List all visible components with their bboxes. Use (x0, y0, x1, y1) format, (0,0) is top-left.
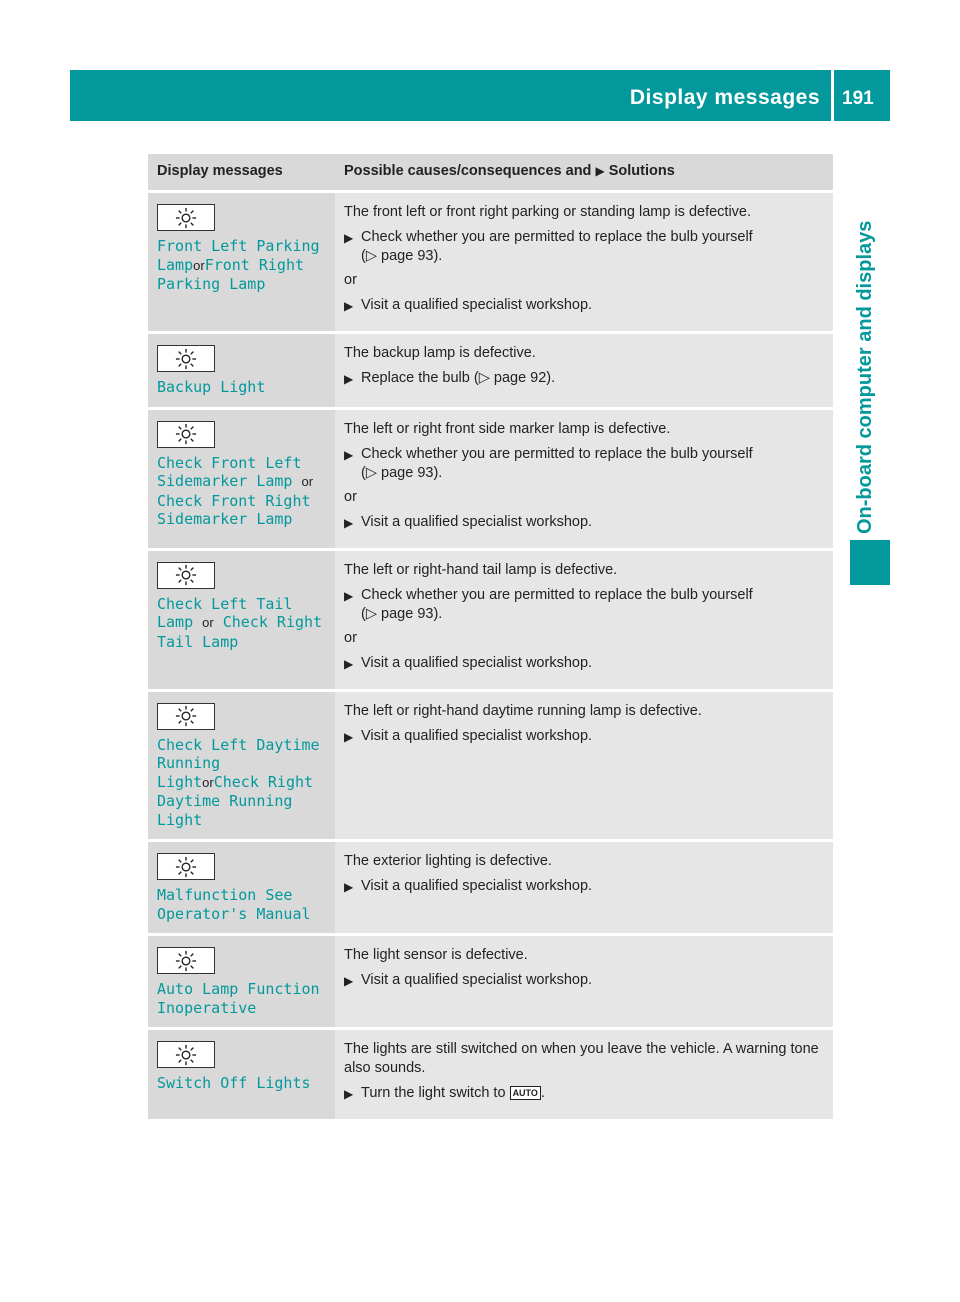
page-ref-icon: ▷ (365, 464, 377, 481)
section-marker (850, 540, 890, 585)
solution-cell (335, 690, 833, 841)
table-row (148, 841, 833, 935)
message-text: Check Left Daytime Running Light (157, 735, 320, 791)
message-cell (148, 690, 335, 841)
message-text: Check Front Right Sidemarker Lamp (157, 491, 311, 528)
table-row (148, 408, 833, 549)
lamp-icon (157, 703, 215, 730)
message-text: Backup Light (157, 378, 266, 396)
solution-step: ▶ Check whether you are permitted to replace the bulb yourself (▷ page 93). (344, 445, 753, 481)
col-causes-solutions (335, 154, 833, 192)
message-cell (148, 841, 335, 935)
message-text: Malfunction See Operator's Manual (157, 886, 311, 923)
message-text: Check Left Tail Lamp (157, 594, 293, 631)
cause-text: The left or right front side marker lamp is defective. (344, 420, 671, 437)
or-text: or (344, 272, 357, 288)
solution-step: ▶ Check whether you are permitted to replace the bulb yourself (▷ page 93). (344, 229, 753, 264)
message-text: Check Right Tail Lamp (157, 613, 323, 651)
step-arrow-icon: ▶ (344, 588, 354, 603)
page-ref-text: page 92). (493, 370, 556, 386)
table-row (148, 935, 833, 1029)
message-text: Front Right Parking Lamp (157, 255, 305, 293)
header-divider (831, 70, 834, 121)
page-header (70, 70, 890, 121)
step-arrow-icon: ▶ (344, 974, 354, 988)
solution-step (344, 727, 825, 747)
section-tab (841, 134, 890, 534)
auto-switch-icon: AUTO (510, 1086, 541, 1100)
col2-header-prefix: Possible causes/consequences and (344, 163, 592, 179)
step-text: Visit a qualified specialist workshop. (361, 878, 593, 894)
solution-step (344, 296, 825, 316)
solution-cell (335, 333, 833, 409)
play-arrow-icon: ▶ (595, 164, 605, 178)
or-text: or (193, 257, 205, 273)
step-text: Check whether you are permitted to replace the bulb yourself (361, 445, 753, 462)
message-text: Check Right Daytime Running Light (157, 772, 314, 829)
or-text: or (344, 629, 357, 646)
message-cell (148, 333, 335, 409)
table-header-row (148, 154, 833, 192)
step-text: Check whether you are permitted to replace the bulb yourself (361, 229, 753, 245)
page-ref-icon: ▷ (365, 248, 377, 264)
table-row (148, 1029, 833, 1120)
cause-text: The exterior lighting is defective. (344, 853, 552, 869)
cause-text: The light sensor is defective. (344, 947, 528, 963)
message-text: Switch Off Lights (157, 1074, 311, 1092)
cause-text: The left or right-hand tail lamp is defective. (344, 561, 618, 578)
step-arrow-icon: ▶ (344, 1087, 354, 1101)
solution-step (344, 513, 825, 533)
or-text: or (202, 774, 214, 790)
page-ref-text: page 93). (381, 464, 443, 481)
solution-step (344, 654, 825, 674)
page-ref-icon: ▷ (478, 370, 490, 386)
table-row (148, 549, 833, 690)
message-text: Check Front Left Sidemarker Lamp (157, 453, 302, 490)
cause-text: The left or right-hand daytime running lamp is defective. (344, 702, 702, 719)
step-text: Replace the bulb ( (361, 370, 479, 386)
col2-header-suffix: Solutions (608, 163, 675, 179)
step-text: Turn the light switch to (361, 1085, 506, 1101)
solution-cell (335, 549, 833, 690)
lamp-icon (157, 1041, 215, 1068)
solution-step (344, 369, 825, 389)
or-text: or (344, 488, 357, 505)
display-messages-table (148, 154, 833, 1119)
table-row (148, 333, 833, 409)
message-cell (148, 1029, 335, 1120)
step-arrow-icon: ▶ (344, 729, 354, 744)
message-text: Front Left Parking Lamp (157, 237, 320, 274)
step-arrow-icon: ▶ (344, 656, 354, 671)
step-text: Visit a qualified specialist workshop. (361, 972, 593, 988)
solution-cell (335, 841, 833, 935)
step-arrow-icon: ▶ (344, 880, 354, 894)
step-text: Visit a qualified specialist workshop. (361, 654, 593, 671)
cause-text: The front left or front right parking or standing lamp is defective. (344, 204, 752, 220)
step-text: Visit a qualified specialist workshop. (361, 513, 593, 530)
page-ref-text: page 93). (381, 605, 443, 622)
col-display-messages: Display messages (148, 154, 335, 192)
solution-cell (335, 408, 833, 549)
cause-text: The backup lamp is defective. (344, 345, 536, 361)
solution-step: ▶ Turn the light switch to AUTO . (344, 1084, 825, 1104)
step-text: Visit a qualified specialist workshop. (361, 727, 593, 744)
step-arrow-icon: ▶ (344, 299, 354, 313)
step-arrow-icon: ▶ (344, 231, 354, 245)
lamp-icon (157, 204, 215, 231)
lamp-icon (157, 421, 215, 448)
lamp-icon (157, 853, 215, 880)
page-title: Display messages (629, 86, 820, 109)
or-text: or (301, 474, 314, 489)
page-number: 191 (842, 88, 874, 109)
message-text: Auto Lamp Function Inoperative (157, 980, 320, 1017)
table-row (148, 690, 833, 841)
cause-text: The lights are still switched on when you leave the vehicle. A warning tone also sounds. (344, 1041, 819, 1076)
solution-cell (335, 1029, 833, 1120)
lamp-icon (157, 947, 215, 974)
message-cell (148, 192, 335, 333)
step-text: Visit a qualified specialist workshop. (361, 297, 593, 313)
lamp-icon (157, 562, 215, 589)
table-row (148, 192, 833, 333)
solution-step: ▶ Check whether you are permitted to replace the bulb yourself (▷ page 93). (344, 586, 753, 622)
solution-step (344, 971, 825, 991)
message-cell (148, 935, 335, 1029)
message-cell (148, 549, 335, 690)
page-ref-icon: ▷ (365, 605, 377, 622)
or-text: or (202, 615, 214, 630)
lamp-icon (157, 345, 215, 372)
solution-step (344, 877, 825, 897)
message-cell (148, 408, 335, 549)
step-arrow-icon: ▶ (344, 372, 354, 386)
page-ref-text: page 93). (381, 248, 443, 264)
step-text: Check whether you are permitted to replace the bulb yourself (361, 586, 753, 603)
step-arrow-icon: ▶ (344, 515, 354, 530)
section-label: On-board computer and displays (854, 220, 876, 534)
step-arrow-icon: ▶ (344, 447, 354, 462)
solution-cell (335, 192, 833, 333)
solution-cell (335, 935, 833, 1029)
